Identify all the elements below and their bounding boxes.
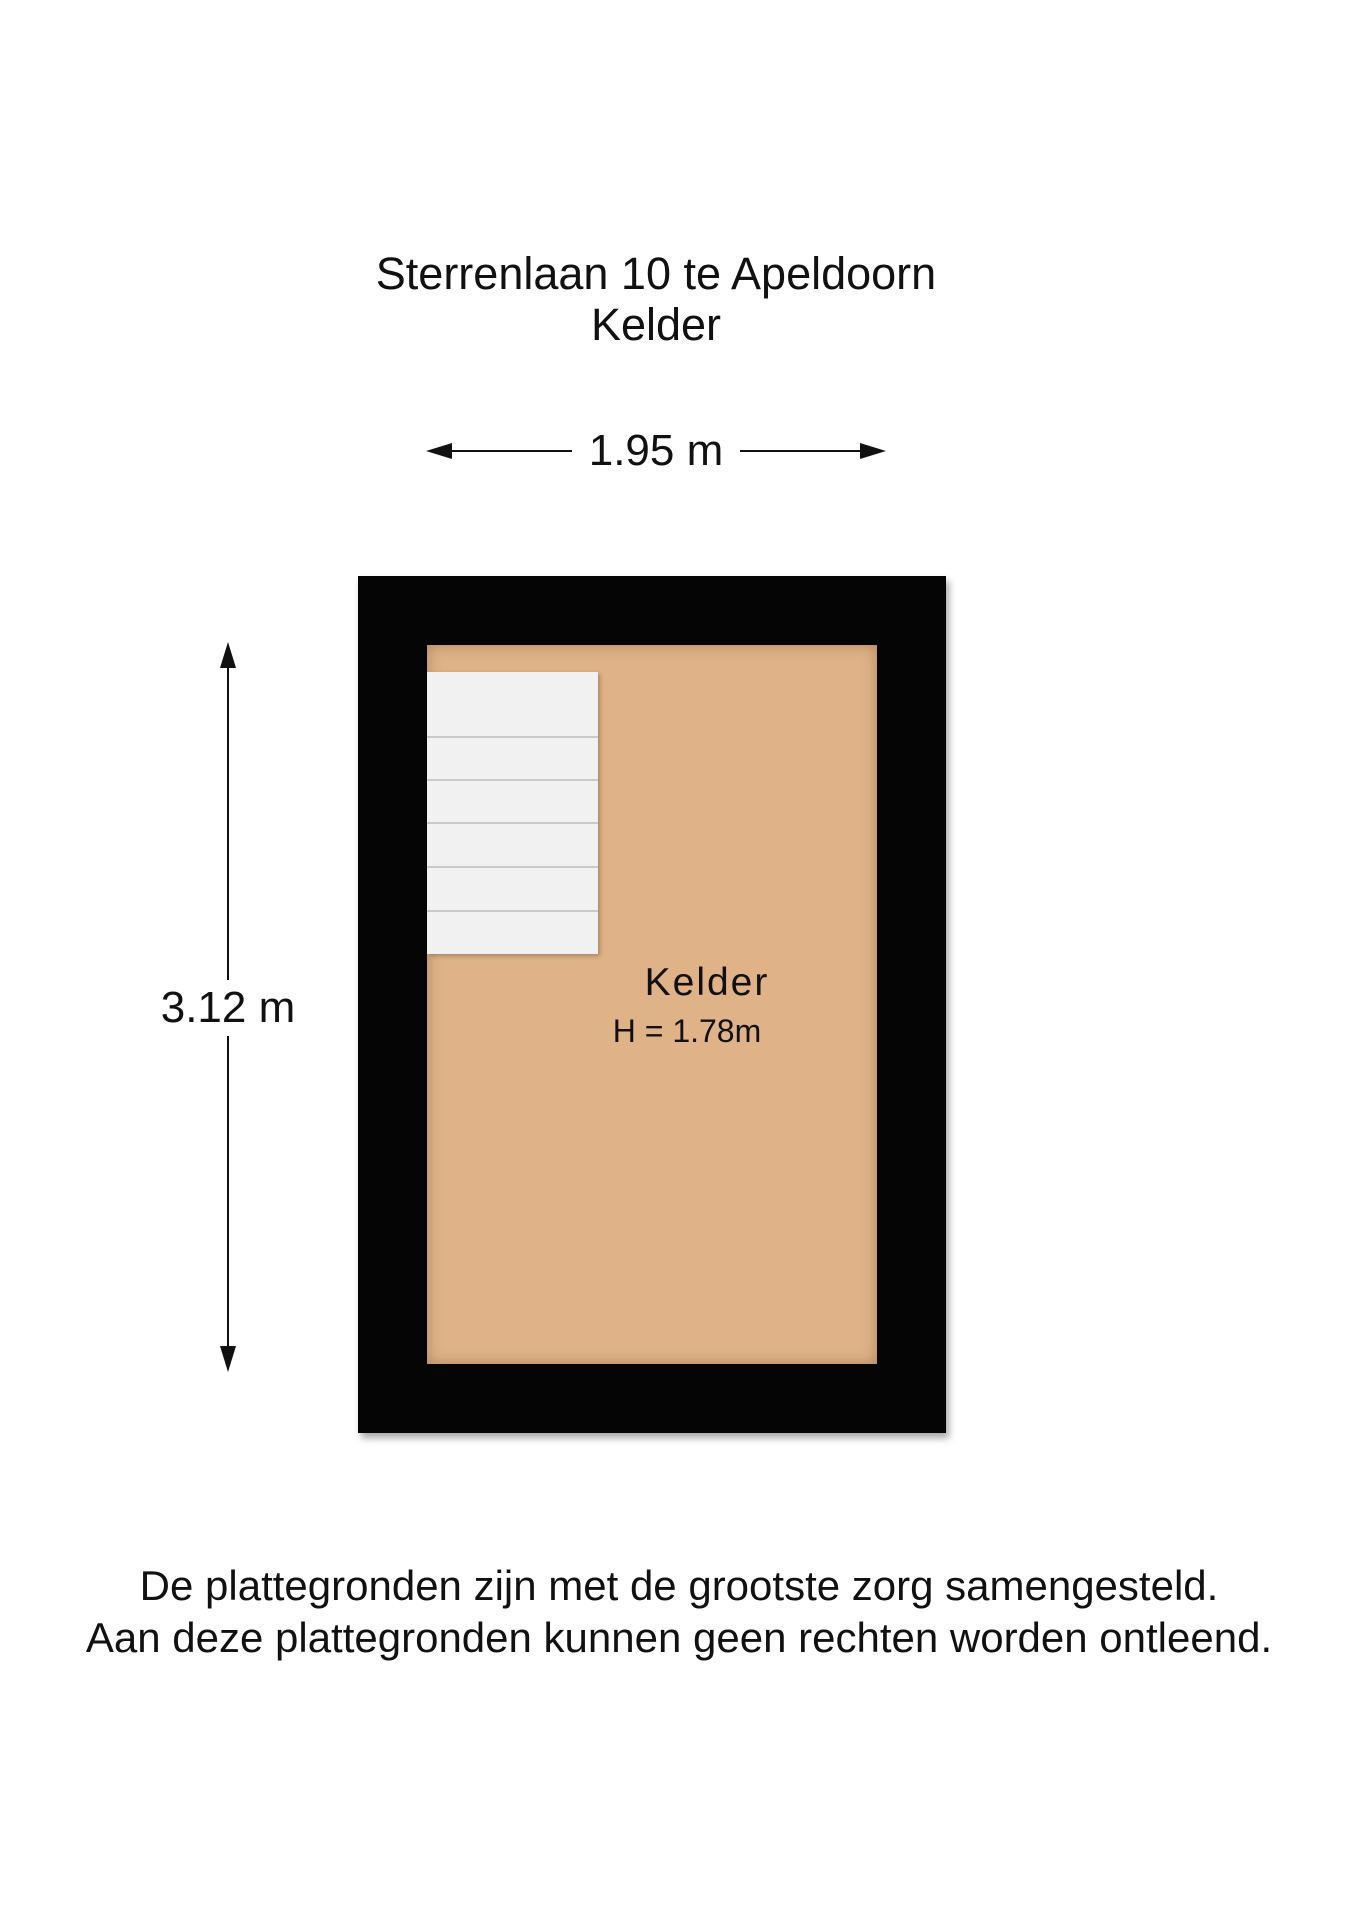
room-kelder [427,645,877,1364]
room-height-label: H = 1.78m [612,1013,762,1049]
disclaimer-line-1: De plattegronden zijn met de grootste zorg samengesteld. [139,1562,1219,1609]
length-dimension-label: 3.12 m [148,980,308,1036]
length-dimension [148,642,308,1372]
stair-step [427,736,598,738]
address-title: Sterrenlaan 10 te Apeldoorn [375,248,937,299]
stair-step [427,822,598,824]
stair-step [427,910,598,912]
width-dimension-label: 1.95 m [588,426,724,475]
stair-step [427,779,598,781]
width-dimension [426,423,886,479]
floor-plan-walls [358,576,946,1433]
staircase [427,672,598,954]
disclaimer-line-2: Aan deze plattegronden kunnen geen rechten worden ontleend. [85,1614,1273,1661]
plan-title [0,248,1312,350]
floor-title: Kelder [590,299,722,350]
disclaimer [0,1560,1358,1664]
stair-step [427,866,598,868]
room-name-label: Kelder [644,961,770,1004]
